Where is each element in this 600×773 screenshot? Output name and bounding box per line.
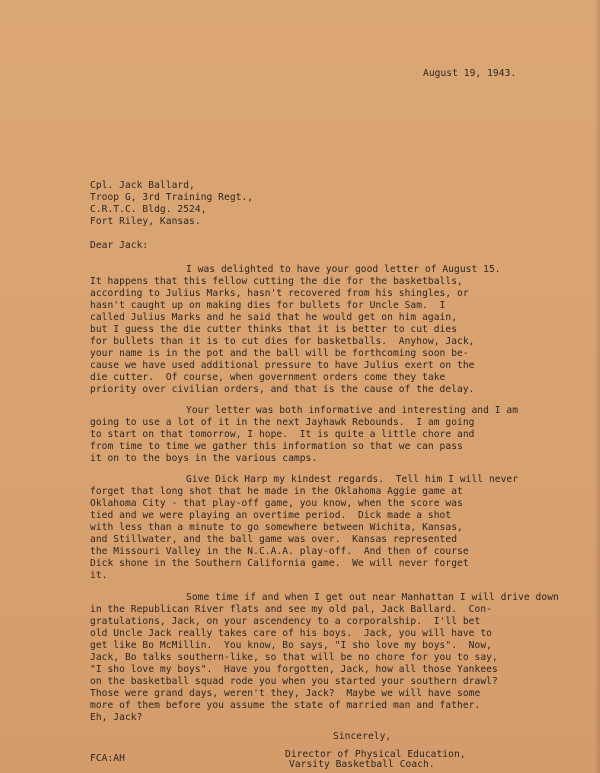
signature-title-line: Varsity Basketball Coach. — [289, 759, 435, 770]
text-line: cause we have used additional pressure to have Julius exert on the — [90, 360, 475, 371]
address-line: Troop G, 3rd Training Regt., — [90, 192, 254, 203]
text-line: the Missouri Valley in the N.C.A.A. play-off. And then of course — [90, 546, 469, 557]
text-line: priority over civilian orders, and that is the cause of the delay. — [90, 384, 475, 395]
text-line: but I guess the die cutter thinks that it is better to cut dies — [90, 324, 458, 335]
text-line: called Julius Marks and he said that he would get on him again, — [90, 312, 458, 323]
text-line: Dick shone in the Southern California game. We will never forget — [90, 558, 469, 569]
text-line: "I sho love my boys". Have you forgotten, Jack, how all those Yankees — [90, 664, 498, 675]
text-line: with less than a minute to go somewhere between Wichita, Kansas, — [90, 522, 463, 533]
text-line: going to use a lot of it in the next Jayhawk Rebounds. I am going — [90, 417, 475, 428]
text-line: it on to the boys in the various camps. — [90, 453, 318, 464]
text-line: Some time if and when I get out near Manhattan I will drive down — [186, 592, 559, 603]
letter-date: August 19, 1943. — [423, 68, 517, 79]
text-line: Jack, Bo talks southern-like, so that will be no chore for you to say, — [90, 652, 498, 663]
text-line: in the Republican River flats and see my old pal, Jack Ballard. Con- — [90, 604, 492, 615]
text-line: Your letter was both informative and interesting and I am — [186, 405, 519, 416]
text-line: die cutter. Of course, when government orders come they take — [90, 372, 446, 383]
text-line: hasn't caught up on making dies for bullets for Uncle Sam. I — [90, 300, 446, 311]
signature-title-line: Director of Physical Education, — [285, 749, 466, 760]
text-line: for bullets than it is to cut dies for basketballs. Anyhow, Jack, — [90, 336, 475, 347]
text-line: more of them before you assume the state of married man and father. — [90, 700, 481, 711]
salutation: Dear Jack: — [90, 240, 149, 251]
text-line: get like Bo McMillin. You know, Bo says, "I sho love my boys". Now, — [90, 640, 492, 651]
text-line: forget that long shot that he made in the Oklahoma Aggie game at — [90, 486, 463, 497]
text-line: your name is in the pot and the ball will be forthcoming soon be- — [90, 348, 469, 359]
page-edge-shadow — [594, 0, 600, 773]
text-line: tied and we were playing an overtime period. Dick made a shot — [90, 510, 452, 521]
text-line: old Uncle Jack really takes care of his boys. Jack, you will have to — [90, 628, 492, 639]
address-line: Cpl. Jack Ballard, — [90, 180, 195, 191]
text-line: to start on that tomorrow, I hope. It is quite a little chore and — [90, 429, 475, 440]
text-line: it. — [90, 570, 108, 581]
text-line: and Stillwater, and the ball game was over. Kansas represented — [90, 534, 458, 545]
closing: Sincerely, — [333, 731, 392, 742]
address-line: Fort Riley, Kansas. — [90, 216, 201, 227]
text-line: It happens that this fellow cutting the die for the basketballs, — [90, 276, 463, 287]
text-line: gratulations, Jack, on your ascendency to a corporalship. I'll bet — [90, 616, 481, 627]
text-line: according to Julius Marks, hasn't recovered from his shingles, or — [90, 288, 469, 299]
text-line: Give Dick Harp my kindest regards. Tell him I will never — [186, 474, 519, 485]
text-line: on the basketball squad rode you when you started your southern drawl? — [90, 676, 498, 687]
text-line: Oklahoma City - that play-off game, you know, when the score was — [90, 498, 463, 509]
text-line: from time to time we gather this information so that we can pass — [90, 441, 463, 452]
text-line: I was delighted to have your good letter of August 15. — [186, 264, 501, 275]
text-line: Eh, Jack? — [90, 712, 143, 723]
address-line: C.R.T.C. Bldg. 2524, — [90, 204, 207, 215]
typist-initials: FCA:AH — [90, 753, 125, 764]
text-line: Those were grand days, weren't they, Jack? Maybe we will have some — [90, 688, 481, 699]
